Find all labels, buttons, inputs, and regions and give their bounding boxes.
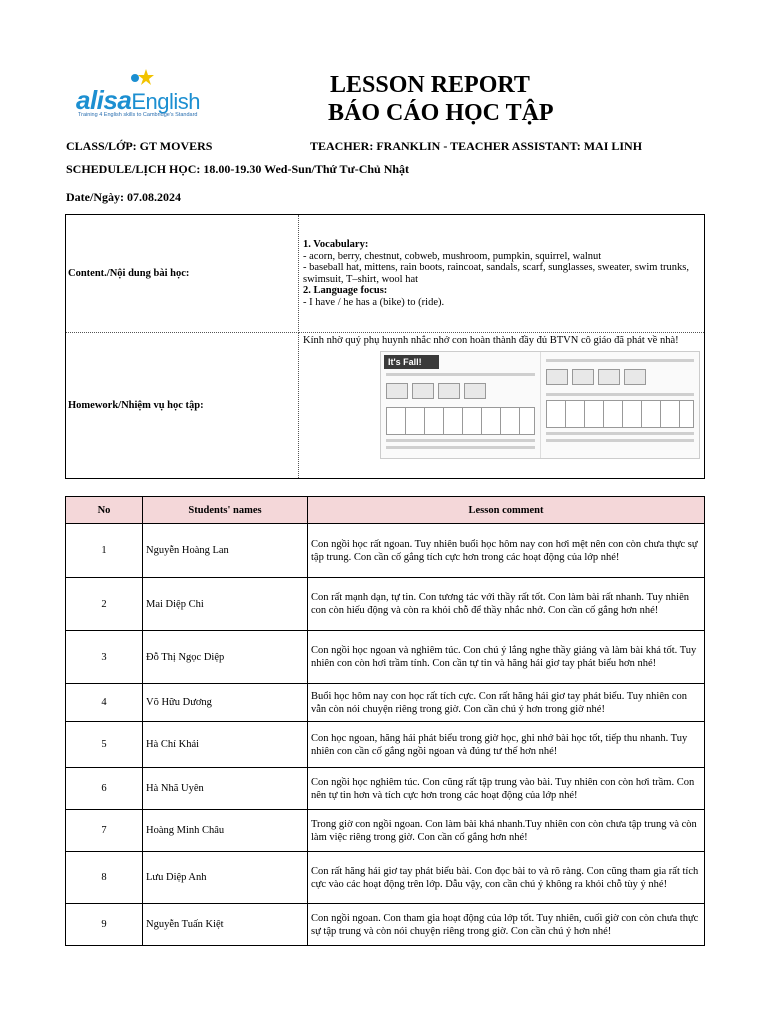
row-number: 5 <box>66 722 143 768</box>
table-row <box>66 852 705 904</box>
workbook-banner: It's Fall! <box>384 355 439 369</box>
lesson-comment: Trong giờ con ngồi ngoan. Con làm bài khá nhanh.Tuy nhiên con còn chưa tập trung và còn làm việc riêng trong giờ. Con cần cố gắng hơn nhé! <box>308 810 705 852</box>
student-name: Võ Hữu Dương <box>143 684 308 722</box>
table-header-row <box>66 497 705 524</box>
header-no: No <box>66 497 143 524</box>
table-row <box>66 810 705 852</box>
header-lesson-comment: Lesson comment <box>308 497 705 524</box>
lesson-comment: Con ngồi học nghiêm túc. Con cũng rất tập trung vào bài. Tuy nhiên con còn hơi trầm. Con nên tự tin hơn và tích cực hơn trong các hoạt động của lớp nhé! <box>308 768 705 810</box>
teacher-info: TEACHER: FRANKLIN - TEACHER ASSISTANT: MAI LINH <box>310 139 643 153</box>
student-name: Đỗ Thị Ngọc Diệp <box>143 631 308 684</box>
header-students-names: Students' names <box>143 497 308 524</box>
lesson-comment: Con ngồi học ngoan và nghiêm túc. Con chú ý lắng nghe thầy giảng và làm bài khá tốt. Tuy nhiên con còn hơi trầm tính. Con cần tự tin và hăng hái giơ tay phát biểu hơn nhé! <box>308 631 705 684</box>
homework-details <box>299 333 705 479</box>
logo-tagline: Training 4 English skills to Cambridge's Standard <box>78 112 198 118</box>
lesson-comment: Con học ngoan, hăng hái phát biểu trong giờ học, ghi nhớ bài học tốt, tiếp thu nhanh. Tuy nhiên con cần cố gắng ngồi ngoan và đúng tư thế hơn nhé! <box>308 722 705 768</box>
table-row <box>66 768 705 810</box>
table-row <box>66 631 705 684</box>
lesson-comment: Con rất mạnh dạn, tự tin. Con tương tác với thầy rất tốt. Con làm bài rất nhanh. Tuy nhiên con còn hiếu động và còn ra khỏi chỗ để thầy nhắc nhở. Con cần cố gắng hơn nhé! <box>308 578 705 631</box>
row-number: 8 <box>66 852 143 904</box>
table-row <box>66 524 705 578</box>
schedule-info: SCHEDULE/LỊCH HỌC: 18.00-19.30 Wed-Sun/Thứ Tư-Chủ Nhật <box>66 162 410 176</box>
language-focus-line: - I have / he has a (bike) to (ride). <box>303 296 445 308</box>
student-name: Hà Chí Khải <box>143 722 308 768</box>
vocabulary-line-2: - baseball hat, mittens, rain boots, raincoat, sandals, scarf, sunglasses, sweater, swim trunks, swimsuit, T–shirt, wool hat <box>303 262 689 285</box>
date-info: Date/Ngày: 07.08.2024 <box>66 190 181 204</box>
student-name: Hoàng Minh Châu <box>143 810 308 852</box>
student-name: Nguyễn Tuấn Kiệt <box>143 904 308 946</box>
lesson-comment: Con ngồi ngoan. Con tham gia hoạt động của lớp tốt. Tuy nhiên, cuối giờ con còn chưa thực sự tập trung và còn nói chuyện riêng trong giờ. Con cần chú ý hơn nhé! <box>308 904 705 946</box>
table-row <box>66 578 705 631</box>
language-focus-heading: 2. Language focus: <box>303 285 388 296</box>
content-details <box>299 215 705 333</box>
row-number: 2 <box>66 578 143 631</box>
row-number: 1 <box>66 524 143 578</box>
class-info: CLASS/LỚP: GT MOVERS <box>66 139 213 153</box>
logo-brand-english: English <box>131 89 200 114</box>
vocabulary-heading: 1. Vocabulary: <box>303 239 369 250</box>
workbook-page-right <box>541 352 700 458</box>
student-name: Mai Diệp Chi <box>143 578 308 631</box>
row-number: 6 <box>66 768 143 810</box>
homework-label: Homework/Nhiệm vụ học tập: <box>66 333 299 479</box>
table-row <box>66 904 705 946</box>
row-number: 3 <box>66 631 143 684</box>
homework-note: Kính nhờ quý phụ huynh nhắc nhở con hoàn thành đầy đủ BTVN cô giáo đã phát về nhà! <box>303 335 679 346</box>
row-number: 9 <box>66 904 143 946</box>
alisa-english-logo <box>76 68 216 128</box>
lesson-comment: Con ngồi học rất ngoan. Tuy nhiên buổi học hôm nay con hơi mệt nên con còn chưa thực sự tập trung. Con cần cố gắng tích cực hơn trong các hoạt động của lớp nhé! <box>308 524 705 578</box>
student-name: Hà Nhã Uyên <box>143 768 308 810</box>
workbook-page-left <box>381 352 541 458</box>
logo-brand-alisa: alisa <box>76 85 132 115</box>
student-name: Nguyễn Hoàng Lan <box>143 524 308 578</box>
report-title-en: LESSON REPORT <box>330 72 530 98</box>
row-number: 4 <box>66 684 143 722</box>
student-name: Lưu Diệp Anh <box>143 852 308 904</box>
report-title-vi: BÁO CÁO HỌC TẬP <box>328 100 554 126</box>
workbook-image <box>380 351 700 459</box>
row-number: 7 <box>66 810 143 852</box>
table-row <box>66 684 705 722</box>
vocabulary-line-1: - acorn, berry, chestnut, cobweb, mushroom, pumpkin, squirrel, walnut <box>303 250 602 262</box>
lesson-content-table <box>65 214 705 479</box>
content-label: Content./Nội dung bài học: <box>66 215 299 333</box>
lesson-comment: Con rất hăng hái giơ tay phát biểu bài. Con đọc bài to và rõ ràng. Con cũng tham gia rất tích cực vào các hoạt động trên lớp. Dẫu vậy, con cần chú ý không ra khỏi chỗ tùy ý nhé! <box>308 852 705 904</box>
content-row <box>66 215 705 333</box>
students-comment-table <box>65 496 705 946</box>
table-row <box>66 722 705 768</box>
lesson-comment: Buổi học hôm nay con học rất tích cực. Con rất hăng hái giơ tay phát biểu. Tuy nhiên con vẫn còn nói chuyện riêng trong giờ. Con cần chú ý hơn trong giờ nhé! <box>308 684 705 722</box>
homework-row <box>66 333 705 479</box>
